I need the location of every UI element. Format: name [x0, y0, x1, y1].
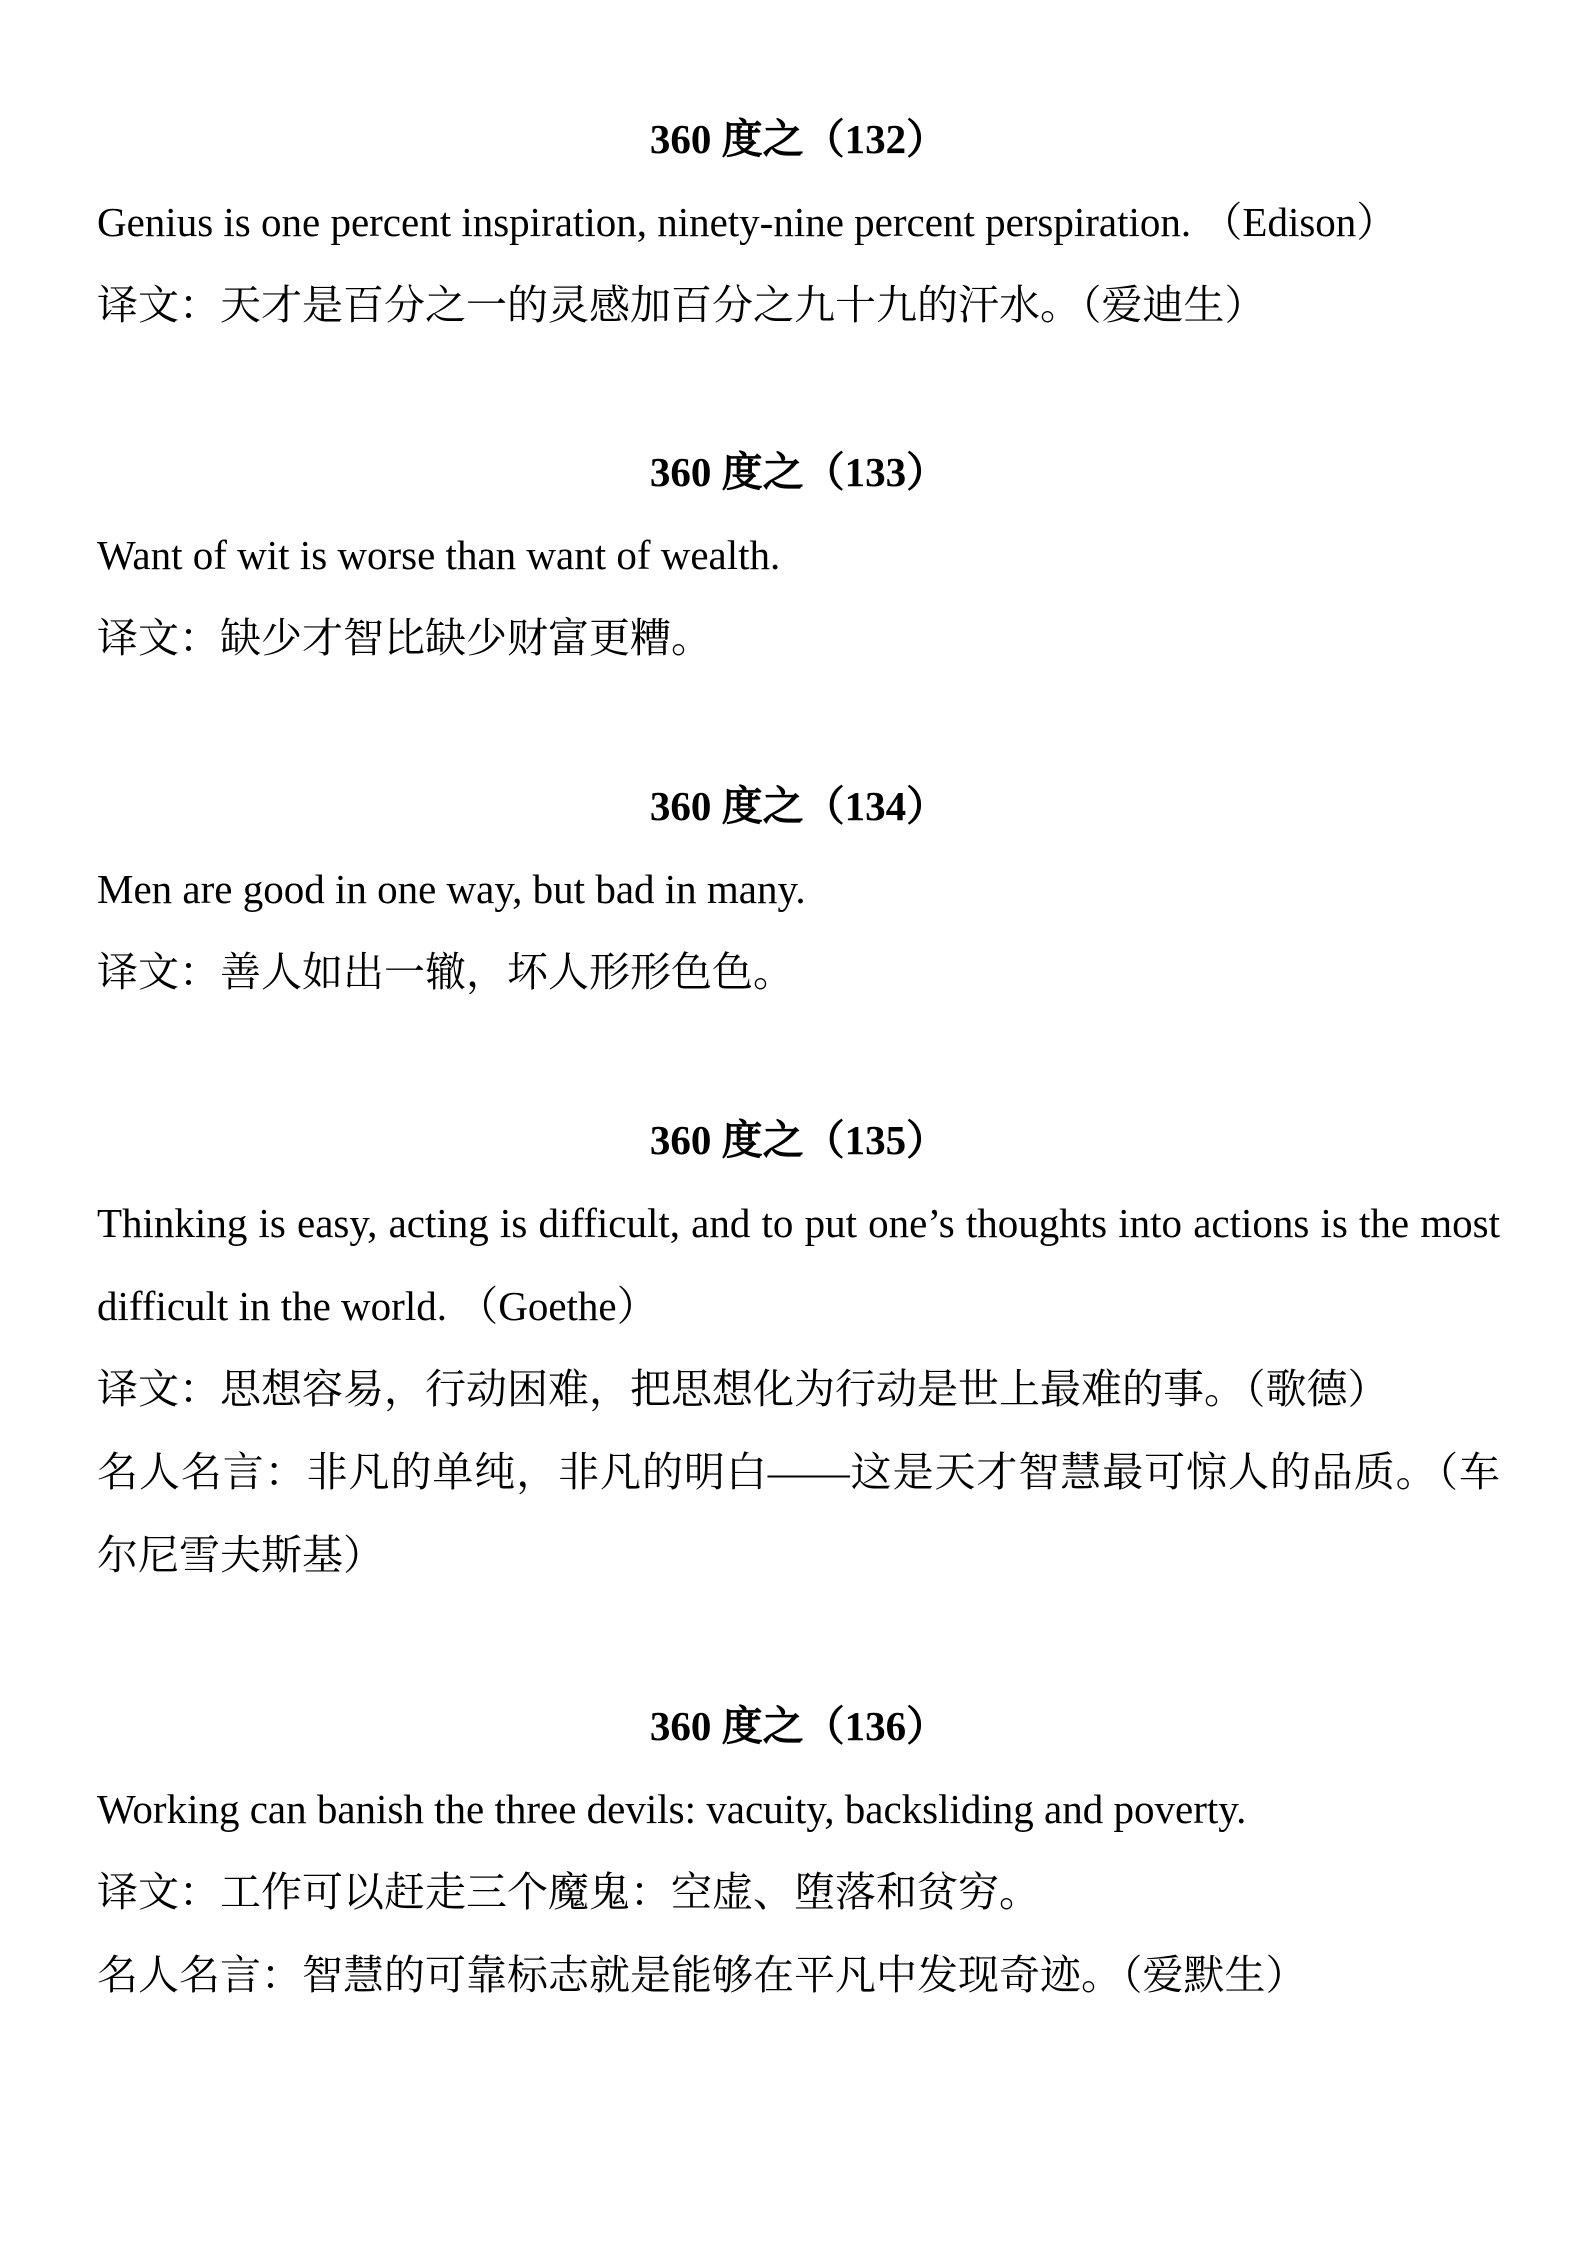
english-quote: Genius is one percent inspiration, ninety-nine percent perspiration. （Edison） [97, 199, 1398, 245]
entry-heading: 360 度之（134） [649, 783, 948, 829]
famous-quote: 名人名言：非凡的单纯，非凡的明白——这是天才智慧最可惊人的品质。（车尔尼雪夫斯基） [97, 1449, 1500, 1578]
entry-133 [97, 431, 1500, 680]
english-quote: Men are good in one way, but bad in many. [97, 866, 806, 912]
famous-quote: 名人名言：智慧的可靠标志就是能够在平凡中发现奇迹。（爱默生） [97, 1952, 1307, 1998]
chinese-translation: 译文：思想容易，行动困难，把思想化为行动是世上最难的事。（歌德） [97, 1366, 1389, 1412]
entry-heading: 360 度之（136） [649, 1703, 948, 1749]
english-quote: Working can banish the three devils: vacuity, backsliding and poverty. [97, 1786, 1247, 1832]
entry-heading: 360 度之（133） [649, 449, 948, 495]
chinese-translation: 译文：工作可以赶走三个魔鬼：空虚、堕落和贫穷。 [97, 1869, 1040, 1915]
english-quote: Thinking is easy, acting is difficult, and to put one’s thoughts into actions is the most difficult in the world. （Goethe） [97, 1200, 1500, 1329]
entry-132 [97, 98, 1500, 347]
chinese-translation: 译文：善人如出一辙，坏人形形色色。 [97, 949, 794, 995]
chinese-translation: 译文：缺少才智比缺少财富更糟。 [97, 615, 712, 661]
english-quote: Want of wit is worse than want of wealth. [97, 532, 781, 578]
entry-134 [97, 765, 1500, 1014]
chinese-translation: 译文：天才是百分之一的灵感加百分之九十九的汗水。（爱迪生） [97, 282, 1266, 328]
entry-heading: 360 度之（135） [649, 1117, 948, 1163]
entry-135 [97, 1099, 1500, 1597]
entry-136 [97, 1685, 1500, 2017]
entry-heading: 360 度之（132） [649, 116, 948, 162]
